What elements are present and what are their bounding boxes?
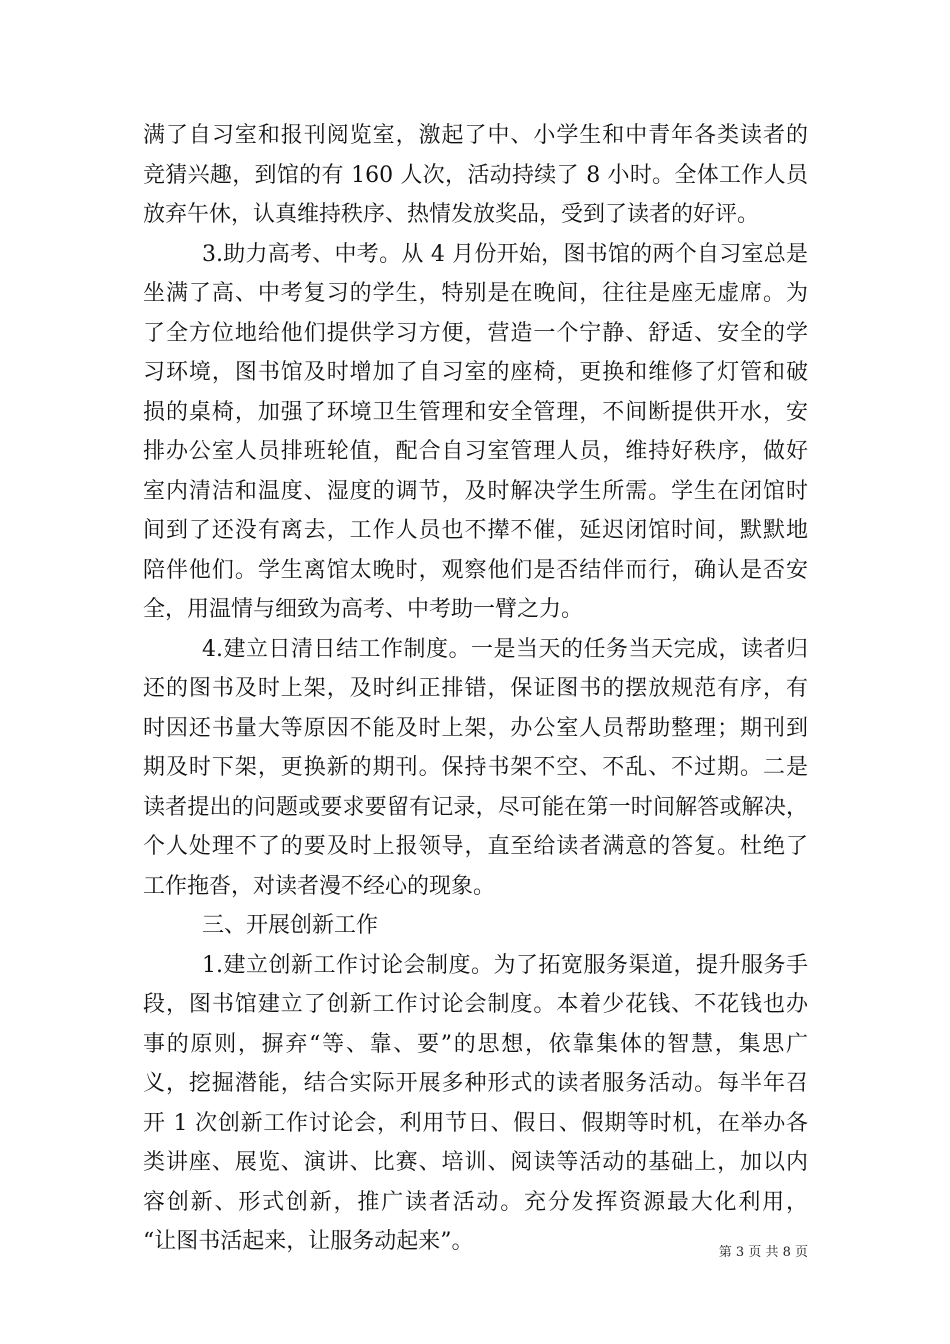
- text-line: 时因还书量大等原因不能及时上架，办公室人员帮助整理；期刊到: [143, 715, 808, 741]
- text-line: 3.助力高考、中考。从 4 月份开始，图书馆的两个自习室总是: [202, 241, 808, 267]
- text-line: 读者提出的问题或要求要留有记录，尽可能在第一时间解答或解决，: [143, 794, 808, 820]
- text-line: 开 1 次创新工作讨论会，利用节日、假日、假期等时机，在举办各: [143, 1110, 808, 1136]
- text-line: 个人处理不了的要及时上报领导，直至给读者满意的答复。杜绝了: [143, 834, 808, 859]
- text-line: 义，挖掘潜能，结合实际开展多种形式的读者服务活动。每半年召: [143, 1071, 808, 1096]
- text-line: 段，图书馆建立了创新工作讨论会制度。本着少花钱、不花钱也办: [143, 992, 808, 1017]
- text-line: 损的桌椅，加强了环境卫生管理和安全管理，不间断提供开水，安: [143, 399, 808, 425]
- text-line: 间到了还没有离去，工作人员也不撵不催，延迟闭馆时间，默默地: [143, 518, 808, 543]
- text-line: 还的图书及时上架，及时纠正排错，保证图书的摆放规范有序，有: [143, 676, 808, 701]
- text-line: 放弃午休，认真维持秩序、热情发放奖品，受到了读者的好评。: [143, 202, 760, 227]
- text-line: 1.建立创新工作讨论会制度。为了拓宽服务渠道，提升服务手: [202, 952, 808, 978]
- text-line: 类讲座、展览、演讲、比赛、培训、阅读等活动的基础上，加以内: [143, 1150, 808, 1175]
- text-line: 室内清洁和温度、湿度的调节，及时解决学生所需。学生在闭馆时: [143, 478, 808, 504]
- text-line: 坐满了高、中考复习的学生，特别是在晚间，往往是座无虚席。为: [143, 281, 808, 306]
- text-line: 全，用温情与细致为高考、中考助一臂之力。: [143, 597, 584, 622]
- text-line: 事的原则，摒弃“等、靠、要”的思想，依靠集体的智慧，集思广: [143, 1031, 808, 1057]
- text-line: 4.建立日清日结工作制度。一是当天的任务当天完成，读者归: [202, 636, 808, 662]
- text-line: 竞猜兴趣，到馆的有 160 人次，活动持续了 8 小时。全体工作人员: [143, 162, 808, 188]
- text-line: 习环境，图书馆及时增加了自习室的座椅，更换和维修了灯管和破: [143, 360, 808, 385]
- text-line: 陪伴他们。学生离馆太晚时，观察他们是否结伴而行，确认是否安: [143, 557, 808, 583]
- text-line: 排办公室人员排班轮值，配合自习室管理人员，维持好秩序，做好: [143, 439, 808, 464]
- text-line: 工作拖沓，对读者漫不经心的现象。: [143, 873, 496, 899]
- text-line: “让图书活起来，让服务动起来”。: [143, 1229, 474, 1254]
- text-line: 了全方位地给他们提供学习方便，营造一个宁静、舒适、安全的学: [143, 320, 808, 346]
- body-text: [143, 116, 808, 1262]
- text-line: 容创新、形式创新，推广读者活动。充分发挥资源最大化利用，: [143, 1189, 808, 1215]
- page-number: 第 3 页 共 8 页: [718, 1245, 808, 1260]
- text-line: 期及时下架，更换新的期刊。保持书架不空、不乱、不过期。二是: [143, 755, 808, 780]
- text-line: 满了自习室和报刊阅览室，激起了中、小学生和中青年各类读者的: [143, 123, 808, 148]
- text-line: 三、开展创新工作: [202, 913, 379, 938]
